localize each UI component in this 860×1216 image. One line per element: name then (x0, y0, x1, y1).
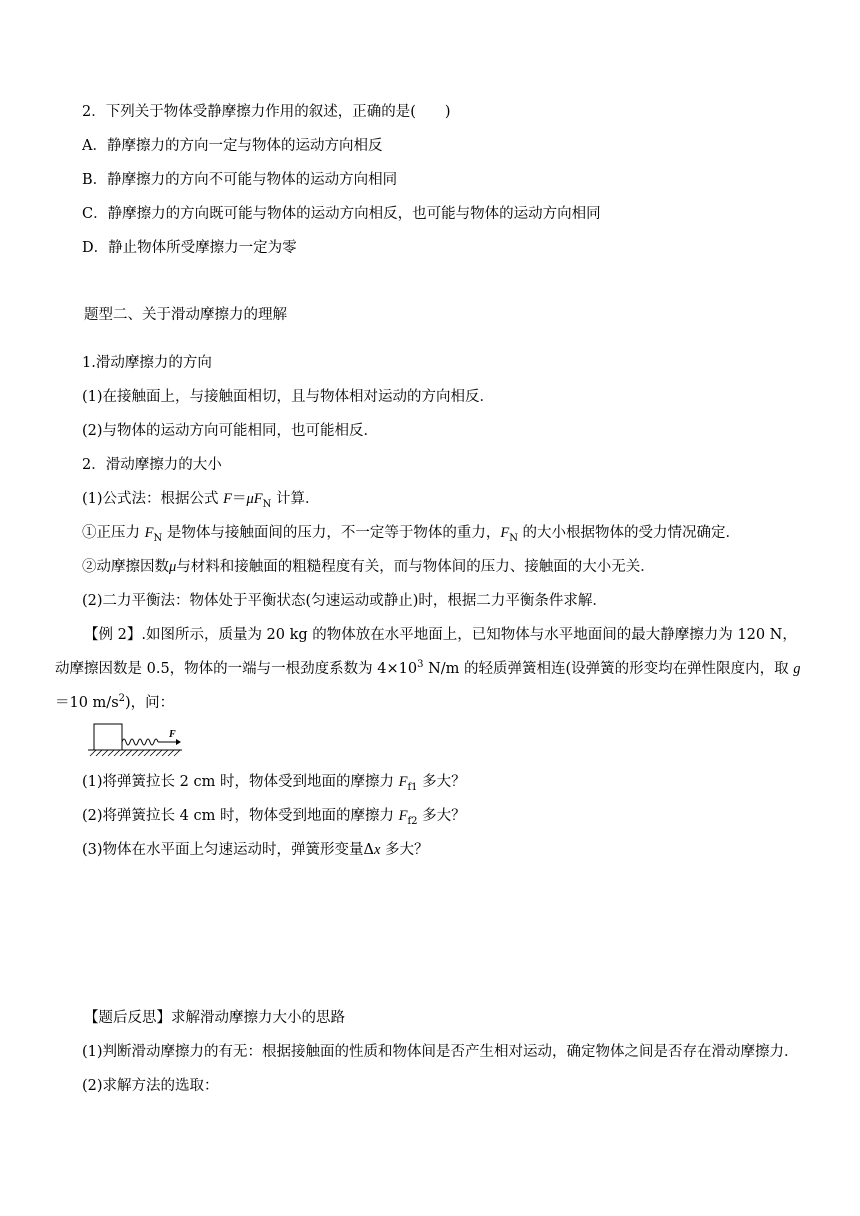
example-question-1: (1)将弹簧拉长 2 cm 时，物体受到地面的摩擦力 $F_{f1}$ 多大？ (82, 774, 466, 793)
example-line-1: 【例 2】.如图所示，质量为 20 kg 的物体放在水平地面上，已知物体与水平地面间的最大静摩擦力为 120 N， (84, 627, 797, 643)
q2-option-d: D．静止物体所受摩擦力一定为零 (82, 240, 297, 256)
block (94, 724, 122, 750)
direction-heading: 1.滑动摩擦力的方向 (82, 355, 212, 371)
force-arrow-head (176, 739, 181, 745)
reflection-step-1: (1)判断滑动摩擦力的有无：根据接触面的性质和物体间是否产生相对运动，确定物体之间是否存在滑动摩擦力． (82, 1044, 799, 1060)
block-spring-diagram (86, 720, 186, 760)
ground-hatching (90, 750, 180, 756)
magnitude-heading: 2．滑动摩擦力的大小 (82, 457, 222, 473)
direction-point-1: (1)在接触面上，与接触面相切，且与物体相对运动的方向相反． (82, 389, 495, 405)
force-label: F (169, 729, 176, 740)
q2-stem: 2．下列关于物体受静摩擦力作用的叙述，正确的是( ) (82, 104, 451, 120)
example-line-3: ＝10 $m/s^2$)，问： (55, 693, 175, 711)
q2-option-a: A．静摩擦力的方向一定与物体的运动方向相反 (82, 138, 383, 154)
example-question-2: (2)将弹簧拉长 4 cm 时，物体受到地面的摩擦力 $F_{f2}$ 多大？ (82, 808, 466, 827)
direction-point-2: (2)与物体的运动方向可能相同，也可能相反． (82, 423, 379, 439)
normal-force-note: ①正压力 $F_N$ 是物体与接触面间的压力，不一定等于物体的重力，$F_N$ 的大小根据物体的受力情况确定． (82, 525, 741, 544)
q2-option-c: C．静摩擦力的方向既可能与物体的运动方向相反，也可能与物体的运动方向相同 (82, 206, 601, 222)
balance-method: (2)二力平衡法：物体处于平衡状态(匀速运动或静止)时，根据二力平衡条件求解． (82, 593, 607, 609)
spring (122, 739, 158, 745)
friction-coefficient-note: ②动摩擦因数μ与材料和接触面的粗糙程度有关，而与物体间的压力、接触面的大小无关． (82, 559, 655, 575)
formula-method: (1)公式法：根据公式 $F=\mu F_N$ 计算． (82, 491, 320, 510)
section-title: 题型二、关于滑动摩擦力的理解 (84, 307, 287, 323)
reflection-step-2: (2)求解方法的选取： (82, 1078, 219, 1094)
q2-option-b: B．静摩擦力的方向不可能与物体的运动方向相同 (82, 172, 398, 188)
example-question-3: (3)物体在水平面上匀速运动时，弹簧形变量Δx 多大？ (82, 842, 429, 858)
example-line-2: 动摩擦因数是 0.5，物体的一端与一根劲度系数为 $4\times 10^3$ N/m 的轻质弹簧相连(设弹簧的形变均在弹性限度内，取 g (55, 659, 801, 677)
reflection-title: 【题后反思】求解滑动摩擦力大小的思路 (84, 1010, 345, 1026)
